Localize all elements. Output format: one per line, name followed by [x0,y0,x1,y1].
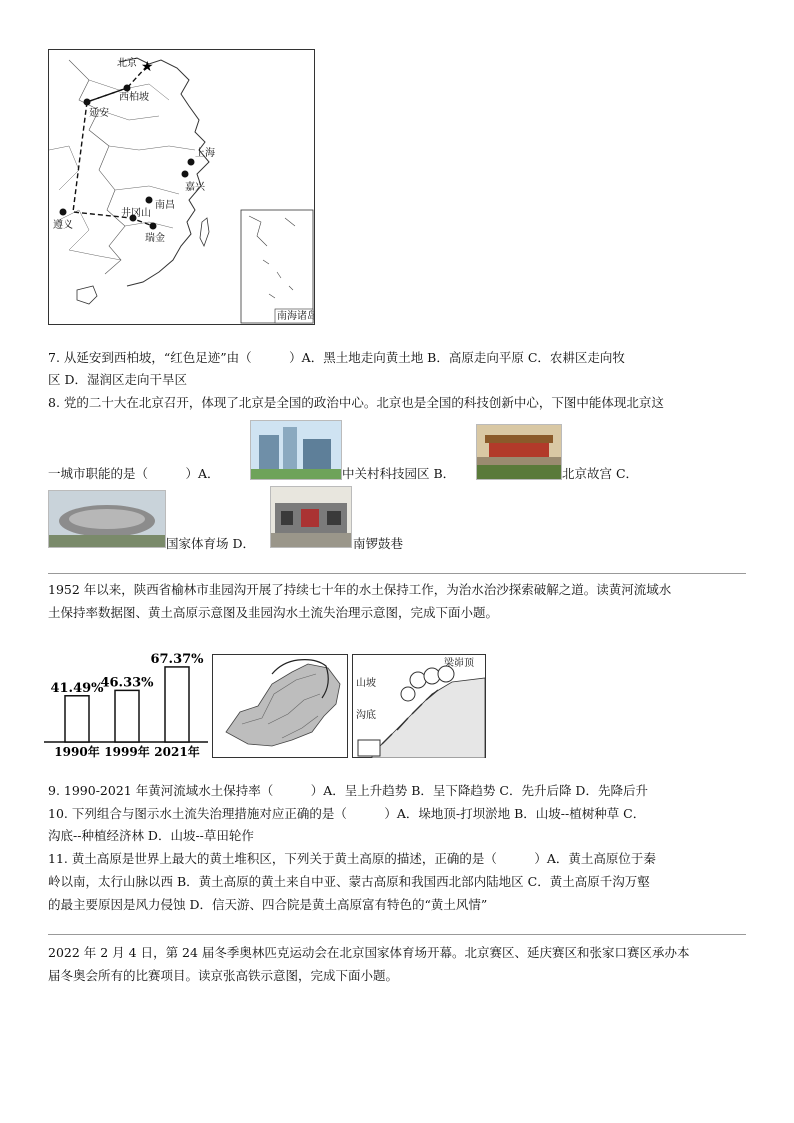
label-xibaipo: 西柏坡 [119,92,149,103]
bar-label-0: 41.49% [50,680,104,696]
q11-line1: 11. 黄土高原是世界上最大的黄土堆积区，下列关于黄土高原的描述，正确的是（ ）A．黄土高原位于秦 [48,851,656,866]
label-ruijin: 瑞金 [145,233,165,244]
label-yanan: 延安 [89,108,109,119]
label-slope-bottom: 沟底 [356,710,376,721]
q8-options [48,420,768,570]
q7-line1: 7. 从延安到西柏坡，“红色足迹”由（ ）A．黑土地走向黄土地 B．高原走向平原 C．农耕区走向牧 [48,350,625,365]
q10-line1: 10. 下列组合与图示水土流失治理措施对应正确的是（ ）A．垛地顶-打坝淤地 B．山坡--植树种草 C． [48,806,646,821]
south-sea-inset [241,210,313,323]
national-stadium-image [48,490,166,548]
q8-opt-d: 南锣鼓巷 [353,536,404,551]
zunyi-dot [60,209,67,216]
section-divider-1 [48,573,746,574]
china-east-map-svg [49,50,314,324]
shanghai-dot [188,159,195,166]
dam-icon [358,740,380,756]
q7-line2: 区 D．湿润区走向干旱区 [48,372,187,387]
bar-0 [65,696,89,742]
label-slope-mid: 山坡 [356,678,376,689]
label-shanghai: 上海 [195,148,215,159]
bar-label-1: 46.33% [100,675,154,691]
inset-label: 南海诸岛 [277,311,314,322]
q11-line2: 岭以南，太行山脉以西 B．黄土高原的黄土来自中亚、蒙古高原和我国西北部内陆地区 C．黄土高原千沟万壑 [48,874,650,889]
province-borders [69,80,195,260]
bar-label-2: 67.37% [150,651,204,667]
ruijin-dot [150,223,157,230]
zhongguancun-image [250,420,342,480]
slope-treatment-diagram [352,654,486,758]
hainan-outline [77,286,97,304]
q8-line1: 8. 党的二十大在北京召开，体现了北京是全国的政治中心。北京也是全国的科技创新中心，下图中能体现北京这 [48,395,664,410]
intro2-line1: 1952 年以来，陕西省榆林市韭园沟开展了持续七十年的水土保持工作，为治水治沙探索破解之道。读黄河流域水 [48,582,672,597]
bar-2 [165,667,189,742]
q8-opt-a: 中关村科技园区 B． [342,466,456,481]
intro3-line1: 2022 年 2 月 4 日，第 24 届冬季奥林匹克运动会在北京国家体育场开幕。北京赛区、延庆赛区和张家口赛区承办本 [48,945,690,960]
q9-line1: 9. 1990-2021 年黄河流域水土保持率（ ）A．呈上升趋势 B．呈下降趋势 C．先升后降 D．先降后升 [48,783,648,798]
label-jiaxing: 嘉兴 [185,182,205,193]
loess-plateau-map [212,654,348,758]
nanchang-dot [146,197,153,204]
bar-1 [115,690,139,742]
section-divider-2 [48,934,746,935]
q8-opt-b: 北京故宫 C． [562,466,639,481]
intro2-line2: 土保持率数据图、黄土高原示意图及韭园沟水土流失治理示意图，完成下面小题。 [48,605,499,620]
category-label-1: 1999年 [104,745,150,759]
jiaxing-dot [182,171,189,178]
tree-icon-2 [424,668,440,684]
nanluoguxiang-image [270,486,352,548]
label-jinggangshan: 井冈山 [121,208,151,219]
forbidden-city-image [476,424,562,480]
q10-line2: 沟底--种植经济林 D．山坡--草田轮作 [48,828,254,843]
q8-opt-c: 国家体育场 D． [166,536,255,551]
label-zunyi: 遵义 [53,220,73,231]
tree-icon-4 [401,687,415,701]
beijing-star-icon: ★ [141,59,154,75]
soil-conservation-chart-svg [44,648,208,760]
q8-prefix: 一城市职能的是（ ）A． [48,466,220,481]
soil-conservation-chart [44,648,208,760]
category-label-2: 2021年 [154,745,200,759]
label-nanchang: 南昌 [155,200,175,211]
label-beijing: 北京 [117,58,137,69]
intro3-line2: 届冬奥会所有的比赛项目。读京张高铁示意图，完成下面小题。 [48,968,399,983]
tree-icon-1 [410,672,426,688]
q11-line3: 的最主要原因是风力侵蚀 D．信天游、四合院是黄土高原富有特色的“黄土风情” [48,897,488,912]
yanan-dot [84,99,91,106]
province-borders-west [49,146,89,250]
xibaipo-dot [124,85,131,92]
red-route-map [48,49,315,325]
label-slope-top: 梁峁顶 [444,658,474,669]
category-label-0: 1990年 [54,745,100,759]
taiwan-outline [200,218,209,246]
route-line [73,66,153,226]
